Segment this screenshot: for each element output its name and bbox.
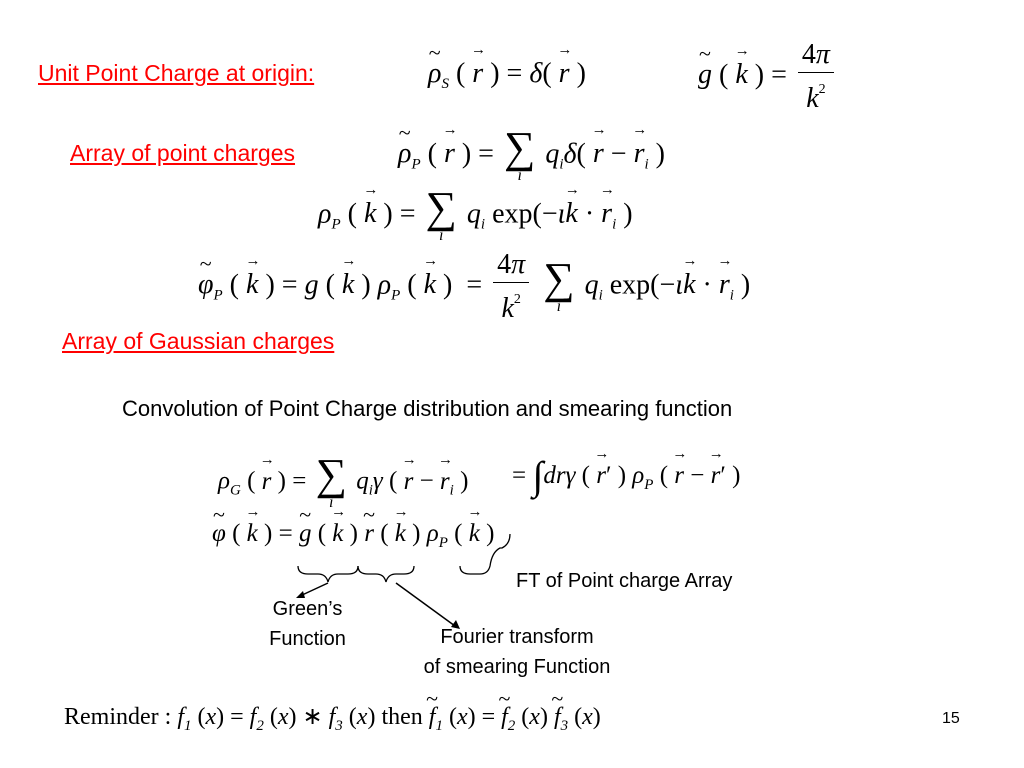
heading-array-point-charges: Array of point charges [70, 140, 296, 166]
annotation-fourier-line2: of smearing Function [423, 656, 611, 678]
brace-greens-function [298, 566, 358, 582]
then-word: then [381, 704, 423, 730]
equation-greens-function: g ~ ( k → ) = $\frac{4\pi}{k^2}$ [698, 38, 838, 116]
heading-array-gaussian-charges: Array of Gaussian charges [62, 328, 335, 354]
annotation-fourier-transform [392, 622, 642, 682]
annotation-fourier-line1: Fourier transform [440, 626, 594, 648]
brace-smearing-function [358, 566, 414, 582]
equation-potential-fourier: φ $\sim_P$ ( k → ) = g ( k → ) $\rho_P$ ( k → ) = $\frac{4\pi}{k^2}$ ∑ i $q_i$ exp(−ιk → · $r \to_i$ ) [198, 248, 750, 326]
arrow-smearing-function [396, 583, 455, 626]
annotation-greens-line1: Green’s [272, 598, 343, 620]
equation-point-array-density: ρ $\sim_P$ ( r → ) = ∑ i $q_i\delta$( r → − $r \to_i$ ) [398, 128, 665, 184]
page-number: 15 [942, 710, 960, 727]
equation-gaussian-convolution: = ∫drγ ( r →′ ) $\rho_P$ ( r → − r →′ ) [512, 452, 740, 499]
brace-point-array [460, 534, 510, 574]
heading-unit-point-charge: Unit Point Charge at origin: [38, 60, 315, 86]
annotation-greens-function [255, 594, 360, 654]
caption-convolution: Convolution of Point Charge distribution and smearing function [122, 396, 733, 421]
reminder-label: Reminder : [64, 704, 172, 730]
annotation-greens-line2: Function [269, 628, 346, 650]
equation-gaussian-potential-fourier: φ ~ ( k → ) = g ~ ( k → ) r ~ ( k → ) $\rho_P$ ( k → ) [212, 520, 494, 552]
equation-point-array-fourier: $\rho_P$ ( k → ) = ∑ i $q_i$ exp(−ιk → · $r \to_i$ ) [318, 188, 633, 244]
equation-reminder: Reminder : $f_1$ $(x) = f_2$ (x) ∗ $f_3$ (x) then f $\sim_1$ (x) = f $\sim_2$ (x) f $\sim_3$ (x) [64, 702, 601, 735]
equation-gaussian-density: $\rho_G$ ( r → ) = ∑ i $q_i\gamma$ ( r → − $r \to_i$ ) [218, 455, 468, 511]
equation-unit-charge-density: ρ $\sim_S$ ( r → ) = δ( r → ) [428, 58, 586, 93]
annotation-ft-point-charge-array: FT of Point charge Array [516, 570, 733, 592]
